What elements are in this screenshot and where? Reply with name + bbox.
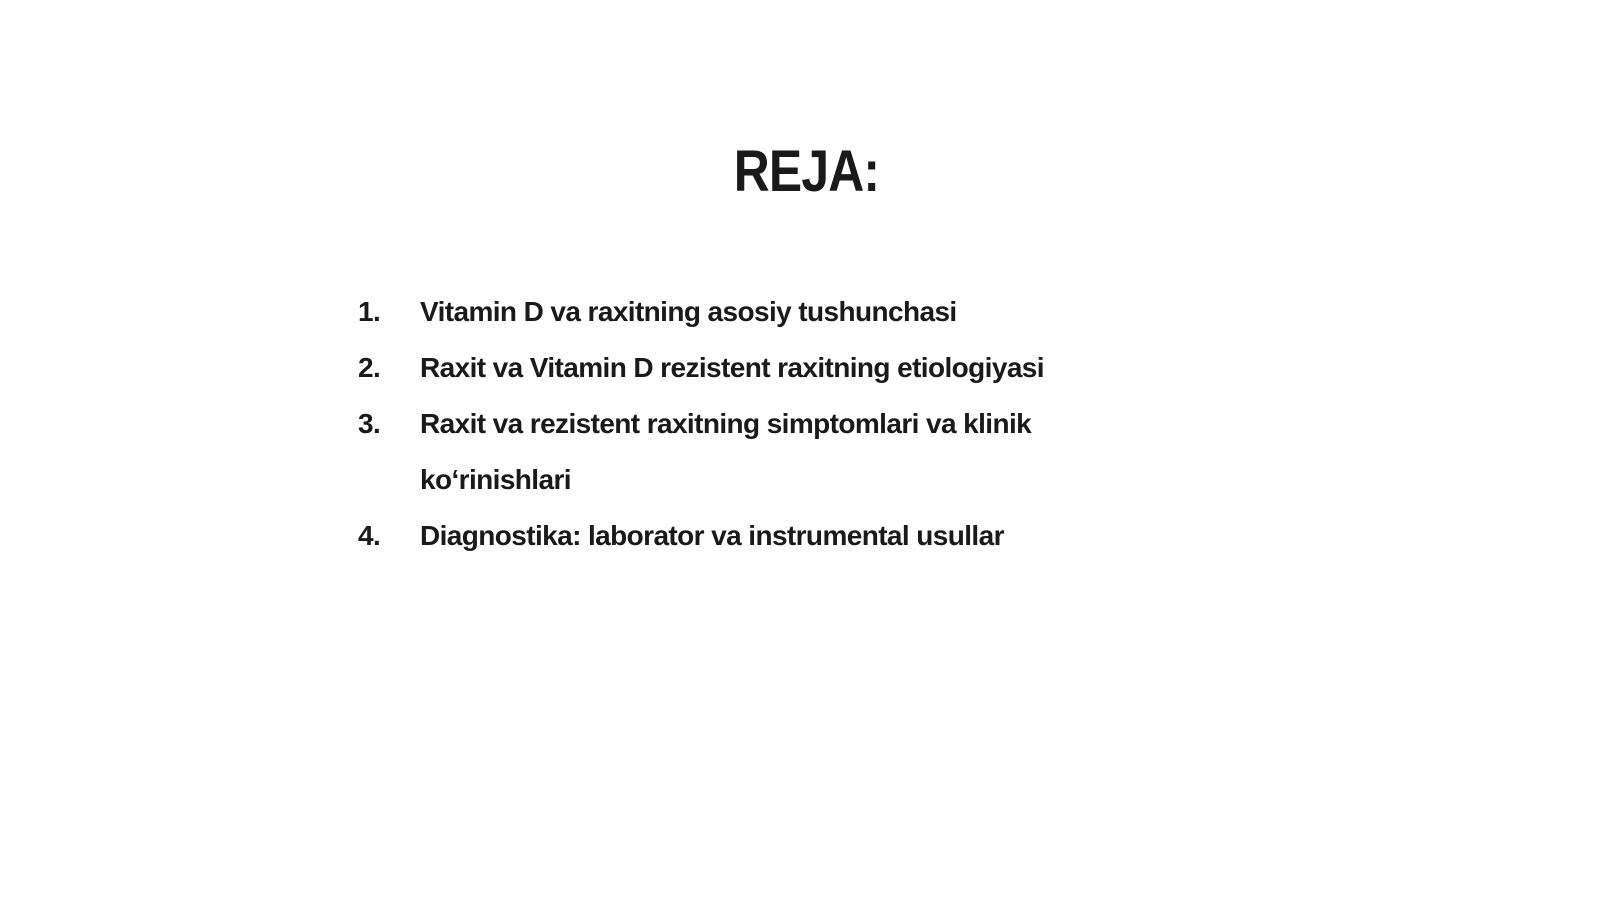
plan-item-1 bbox=[358, 284, 1078, 340]
plan-item-text: Raxit va rezistent raxitning simptomlari va klinik ko‘rinishlari bbox=[420, 408, 1032, 495]
plan-item-number: 1. bbox=[358, 296, 381, 327]
plan-item-text: Diagnostika: laborator va instrumental usullar bbox=[420, 520, 1004, 551]
plan-item-text: Vitamin D va raxitning asosiy tushunchasi bbox=[420, 296, 957, 327]
plan-item-text: Raxit va Vitamin D rezistent raxitning etiologiyasi bbox=[420, 352, 1044, 383]
plan-item-4 bbox=[358, 508, 1078, 564]
plan-item-3 bbox=[358, 396, 1078, 508]
slide-title: REJA: bbox=[733, 138, 880, 204]
plan-item-number: 4. bbox=[358, 520, 381, 551]
plan-item-2 bbox=[358, 340, 1078, 396]
plan-item-number: 3. bbox=[358, 408, 381, 439]
plan-item-number: 2. bbox=[358, 352, 381, 383]
plan-list bbox=[358, 284, 1078, 564]
